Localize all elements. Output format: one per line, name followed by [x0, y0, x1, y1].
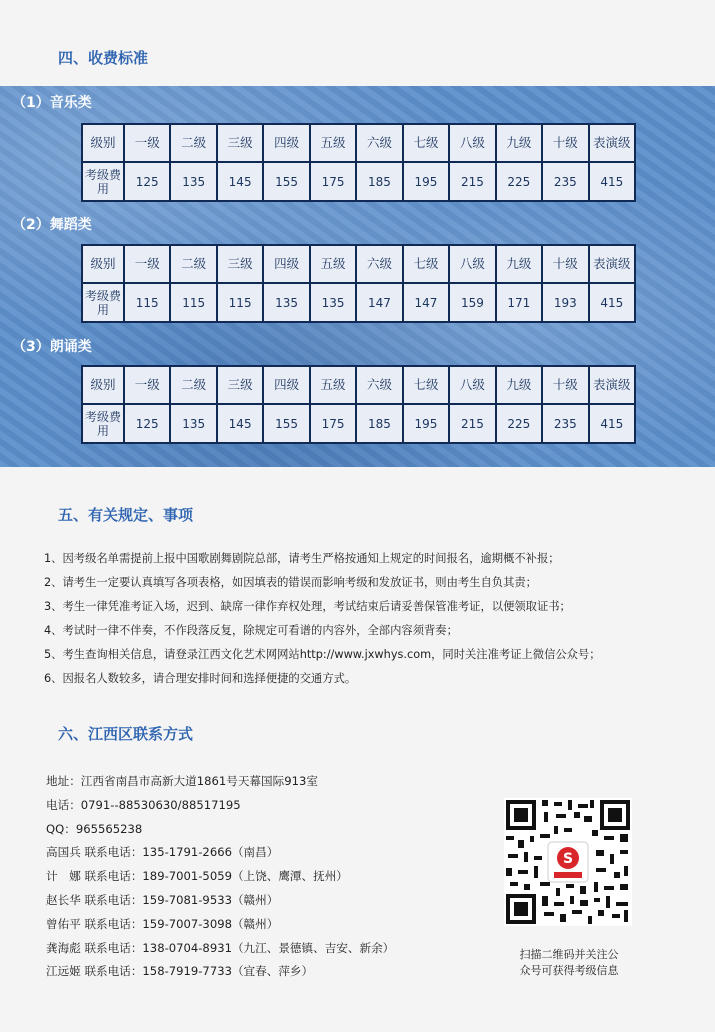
- section-4-title: 四、收费标准: [58, 49, 149, 67]
- phone-line: 电话：0791--88530630/88517195: [46, 797, 241, 812]
- recitation-category-title: （3）朗诵类: [12, 339, 92, 355]
- header-cell: 七级: [403, 366, 449, 404]
- qr-caption-line: 众号可获得考级信息: [519, 964, 619, 977]
- header-cell: 九级: [496, 366, 542, 404]
- header-cell: 八级: [449, 124, 495, 162]
- fee-cell: 155: [263, 404, 309, 443]
- header-cell: 一级: [124, 366, 170, 404]
- fee-cell: 415: [589, 162, 635, 201]
- dance-fee-table: [81, 244, 636, 323]
- header-cell: 九级: [496, 245, 542, 283]
- header-cell: 八级: [449, 366, 495, 404]
- fee-cell: 235: [542, 404, 588, 443]
- fee-cell: 115: [217, 283, 263, 322]
- qr-caption-line: 扫描二维码并关注公: [519, 948, 619, 961]
- fee-cell: 415: [589, 283, 635, 322]
- header-cell: 十级: [542, 366, 588, 404]
- header-cell: 三级: [217, 366, 263, 404]
- header-cell: 级别: [82, 245, 124, 283]
- rule-item: 4、考试时一律不伴奏，不作段落反复，除规定可看谱的内容外，全部内容须背奏；: [44, 624, 458, 637]
- contact-person-line: 赵长华 联系电话：159-7081-9533（赣州）: [46, 892, 279, 907]
- contact-person-line: 龚海彪 联系电话：138-0704-8931（九江、景德镇、吉安、新余）: [46, 940, 395, 955]
- header-cell: 级别: [82, 366, 124, 404]
- fee-cell: 195: [403, 162, 449, 201]
- header-cell: 三级: [217, 124, 263, 162]
- fee-cell: 145: [217, 404, 263, 443]
- fee-cell: 115: [170, 283, 216, 322]
- fee-cell: 145: [217, 162, 263, 201]
- header-cell: 七级: [403, 124, 449, 162]
- wechat-qr-code: [504, 798, 632, 926]
- fee-cell: 215: [449, 162, 495, 201]
- fee-cell: 135: [170, 404, 216, 443]
- fee-cell: 135: [263, 283, 309, 322]
- fee-cell: 415: [589, 404, 635, 443]
- fee-cell: 215: [449, 404, 495, 443]
- grade-header-row: [82, 124, 635, 162]
- header-cell: 二级: [170, 124, 216, 162]
- contact-person-line: 计 娜 联系电话：189-7001-5059（上饶、鹰潭、抚州）: [46, 869, 348, 884]
- header-cell: 五级: [310, 366, 356, 404]
- svg-text:S: S: [562, 851, 574, 867]
- fee-cell: 135: [310, 283, 356, 322]
- rules-list: [44, 547, 601, 691]
- fee-cell: 171: [496, 283, 542, 322]
- header-cell: 八级: [449, 245, 495, 283]
- header-cell: 五级: [310, 124, 356, 162]
- fee-cell: 147: [403, 283, 449, 322]
- header-cell: 表演级: [589, 245, 635, 283]
- header-cell: 四级: [263, 245, 309, 283]
- contact-list: [46, 770, 394, 984]
- header-cell: 一级: [124, 245, 170, 283]
- row-label-cell: 考级费用: [82, 283, 124, 322]
- fee-cell: 195: [403, 404, 449, 443]
- header-cell: 表演级: [589, 366, 635, 404]
- header-cell: 六级: [356, 245, 402, 283]
- fee-cell: 125: [124, 162, 170, 201]
- header-cell: 表演级: [589, 124, 635, 162]
- fee-cell: 175: [310, 404, 356, 443]
- header-cell: 级别: [82, 124, 124, 162]
- fee-cell: 193: [542, 283, 588, 322]
- row-label-cell: 考级费用: [82, 162, 124, 201]
- qr-caption: [500, 947, 638, 979]
- header-cell: 七级: [403, 245, 449, 283]
- fee-cell: 147: [356, 283, 402, 322]
- header-cell: 四级: [263, 366, 309, 404]
- header-cell: 二级: [170, 245, 216, 283]
- header-cell: 十级: [542, 124, 588, 162]
- rule-item: 6、因报名人数较多，请合理安排时间和选择便捷的交通方式。: [44, 672, 357, 685]
- recitation-fee-table: [81, 365, 636, 444]
- fee-cell: 225: [496, 162, 542, 201]
- header-cell: 五级: [310, 245, 356, 283]
- header-cell: 九级: [496, 124, 542, 162]
- header-cell: 三级: [217, 245, 263, 283]
- rule-item: 2、请考生一定要认真填写各项表格，如因填表的错误而影响考级和发放证书，则由考生自负其责；: [44, 576, 537, 589]
- fee-cell: 235: [542, 162, 588, 201]
- header-cell: 六级: [356, 366, 402, 404]
- grade-header-row: [82, 366, 635, 404]
- rule-item: 1、因考级名单需提前上报中国歌剧舞剧院总部，请考生严格按通知上规定的时间报名，逾期概不补报；: [44, 552, 560, 565]
- section-5-title: 五、有关规定、事项: [58, 506, 194, 524]
- music-category-title: （1）音乐类: [12, 95, 92, 111]
- rule-item: 5、考生查询相关信息，请登录江西文化艺术网网站http://www.jxwhys.com，同时关注准考证上微信公众号；: [44, 648, 601, 661]
- header-cell: 二级: [170, 366, 216, 404]
- fee-row: [82, 162, 635, 201]
- music-fee-table: [81, 123, 636, 202]
- contact-person-line: 曾佑平 联系电话：159-7007-3098（赣州）: [46, 916, 279, 931]
- rule-item: 3、考生一律凭准考证入场，迟到、缺席一律作弃权处理，考试结束后请妥善保管准考证，以便领取证书；: [44, 600, 571, 613]
- fee-cell: 185: [356, 162, 402, 201]
- fee-cell: 125: [124, 404, 170, 443]
- fee-cell: 115: [124, 283, 170, 322]
- fee-row: [82, 283, 635, 322]
- fee-cell: 155: [263, 162, 309, 201]
- contact-person-line: 高国兵 联系电话：135-1791-2666（南昌）: [46, 845, 279, 860]
- header-cell: 十级: [542, 245, 588, 283]
- fee-standard-panel: [0, 86, 715, 467]
- fee-cell: 175: [310, 162, 356, 201]
- header-cell: 六级: [356, 124, 402, 162]
- row-label-cell: 考级费用: [82, 404, 124, 443]
- qq-line: QQ：965565238: [46, 821, 143, 836]
- header-cell: 四级: [263, 124, 309, 162]
- address-line: 地址：江西省南昌市高新大道1861号天幕国际913室: [46, 774, 318, 788]
- grade-header-row: [82, 245, 635, 283]
- fee-cell: 159: [449, 283, 495, 322]
- contact-person-line: 江远姬 联系电话：158-7919-7733（宜春、萍乡）: [46, 964, 314, 979]
- qr-code-icon: [504, 798, 632, 926]
- section-6-title: 六、江西区联系方式: [58, 725, 194, 743]
- fee-row: [82, 404, 635, 443]
- fee-cell: 225: [496, 404, 542, 443]
- fee-cell: 135: [170, 162, 216, 201]
- fee-cell: 185: [356, 404, 402, 443]
- dance-category-title: （2）舞蹈类: [12, 217, 92, 233]
- header-cell: 一级: [124, 124, 170, 162]
